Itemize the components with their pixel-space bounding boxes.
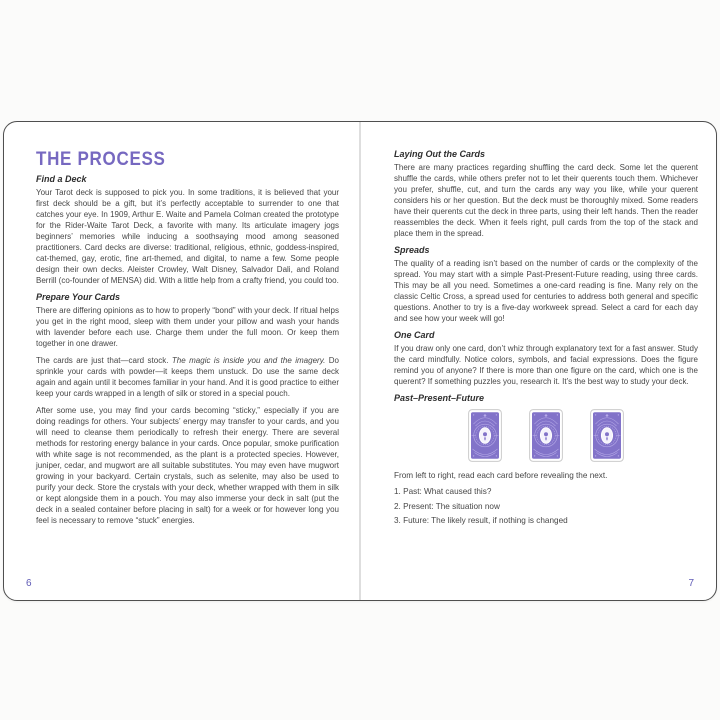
tarot-card-back-icon (529, 409, 563, 462)
paragraph-laying-out: There are many practices regarding shuffling the card deck. Some let the querent shuffle the cards, while others prefer not to let their querents touch them. Whichever you prefer, shuffle, cut, and turn the cards any way you like, while your querent considers his or her question. But the deck must be thoroughly mixed. Some readers have their querents cut the deck in three parts, using their left hands. Then the reader reassembles the deck. When it feels right, pull cards from the top of the stack and place them in the spread. (394, 163, 698, 238)
paragraph-one-card: If you draw only one card, don’t whiz through explanatory text for a fast answer. Study the card mindfully. Notice colors, symbols, and facial expressions. Does the figure remind you of anyone? If there is more than one figure on the card, which one is the querent? If something puzzles you, research it. It’s the best way to study your deck. (394, 344, 698, 386)
paragraph-prepare-2 (36, 355, 339, 399)
paragraph-spreads: The quality of a reading isn’t based on the number of cards or the complexity of the spread. You may start with a simple Past-Present-Future reading, using three cards. This may be all you need. Sometimes a one-card reading is fine. Many rely on the classic Celtic Cross, a spread used for centuries to address both general and specific questions. Another to try is a five-day workweek spread. Select a card for each day and see how your week will go! (394, 259, 698, 323)
paragraph-prepare-2-pre: The cards are just that—card stock. (36, 356, 172, 365)
book-spread (3, 121, 717, 601)
subheading-find-a-deck: Find a Deck (36, 174, 87, 184)
list-item-past: 1. Past: What caused this? (394, 487, 492, 496)
paragraph-prepare-3: After some use, you may find your cards becoming “sticky,” especially if you are doing readings for others. Your subjects’ energy may transfer to your cards, and you will need to cleanse them periodically to refresh their energy. There are several methods for restoring energy balance in your cards. Once popular, smoke purification with white sage is not recommended, as the plant is a protected species. However, juniper, cedar, and mugwort are all suitable substitutes. You may even have mugwort growing in your backyard. Certain crystals, such as selenite, may also be used to purify your deck. Store the crystals with your deck, whether wrapped with them in silk or kept alongside them in a pouch. You may also immerse your deck in salt (put the deck in a sealed container before placing in salt) for a week or for however long you feel is necessary to remove “stuck” energies. (36, 406, 339, 525)
chapter-title: THE PROCESS (36, 148, 166, 170)
subheading-past-present-future: Past–Present–Future (394, 393, 485, 403)
tarot-card-back-icon (468, 409, 502, 462)
tarot-cards-row (394, 409, 698, 462)
tarot-card-back-icon (590, 409, 624, 462)
list-item-present: 2. Present: The situation now (394, 501, 500, 511)
list-item-future: 3. Future: The likely result, if nothing is changed (394, 516, 568, 525)
page-number-left: 6 (26, 578, 32, 589)
paragraph-find-a-deck: Your Tarot deck is supposed to pick you. In some traditions, it is believed that your first deck should be a gift, but it’s perfectly acceptable to surrender to one that catches your eye. In 1909, Arthur E. Waite and Pamela Colman created the prototype for the Rider-Waite Tarot Deck, a favorite with many. Its articulate imagery jogs beginners’ memories while inducing a soothsaying mood among seasoned practitioners. Card decks are diverse: traditional, religious, ethnic, goddess-inspired, cat-themed, gay, erotic, fine art-themed, and digital, to name a few. Some people design their own decks. Aleister Crowley, Walt Disney, Salvador Dali, and Roland Berrill (co-founder of MENSA) did. With a little help from a crafty friend, you could too. (36, 188, 339, 285)
page-right (360, 122, 716, 600)
page-number-right: 7 (688, 578, 694, 589)
page-left (4, 122, 360, 600)
subheading-spreads: Spreads (394, 245, 430, 255)
paragraph-prepare-1: There are differing opinions as to how to properly “bond” with your deck. If ritual helps you get in the right mood, sleep with them under your pillow and wash your hands with lavender before each use. Charge them under the full moon. Or keep them together in one drawer. (36, 306, 339, 348)
subheading-one-card: One Card (394, 330, 435, 340)
paragraph-prepare-2-italic: The magic is inside you and the imagery. (171, 356, 326, 365)
paragraph-prepare-2-post: Do sprinkle your cards with powder—it keeps them unstuck. Do use the same deck again and again until it becomes familiar in your hand. And it is good practice to either keep your cards wrapped in a length of silk or stored in a special pouch. (36, 356, 340, 398)
cards-caption: From left to right, read each card before revealing the next. (394, 471, 608, 480)
subheading-prepare-your-cards: Prepare Your Cards (36, 292, 121, 302)
subheading-laying-out-the-cards: Laying Out the Cards (394, 149, 486, 159)
past-present-future-list (394, 485, 698, 529)
